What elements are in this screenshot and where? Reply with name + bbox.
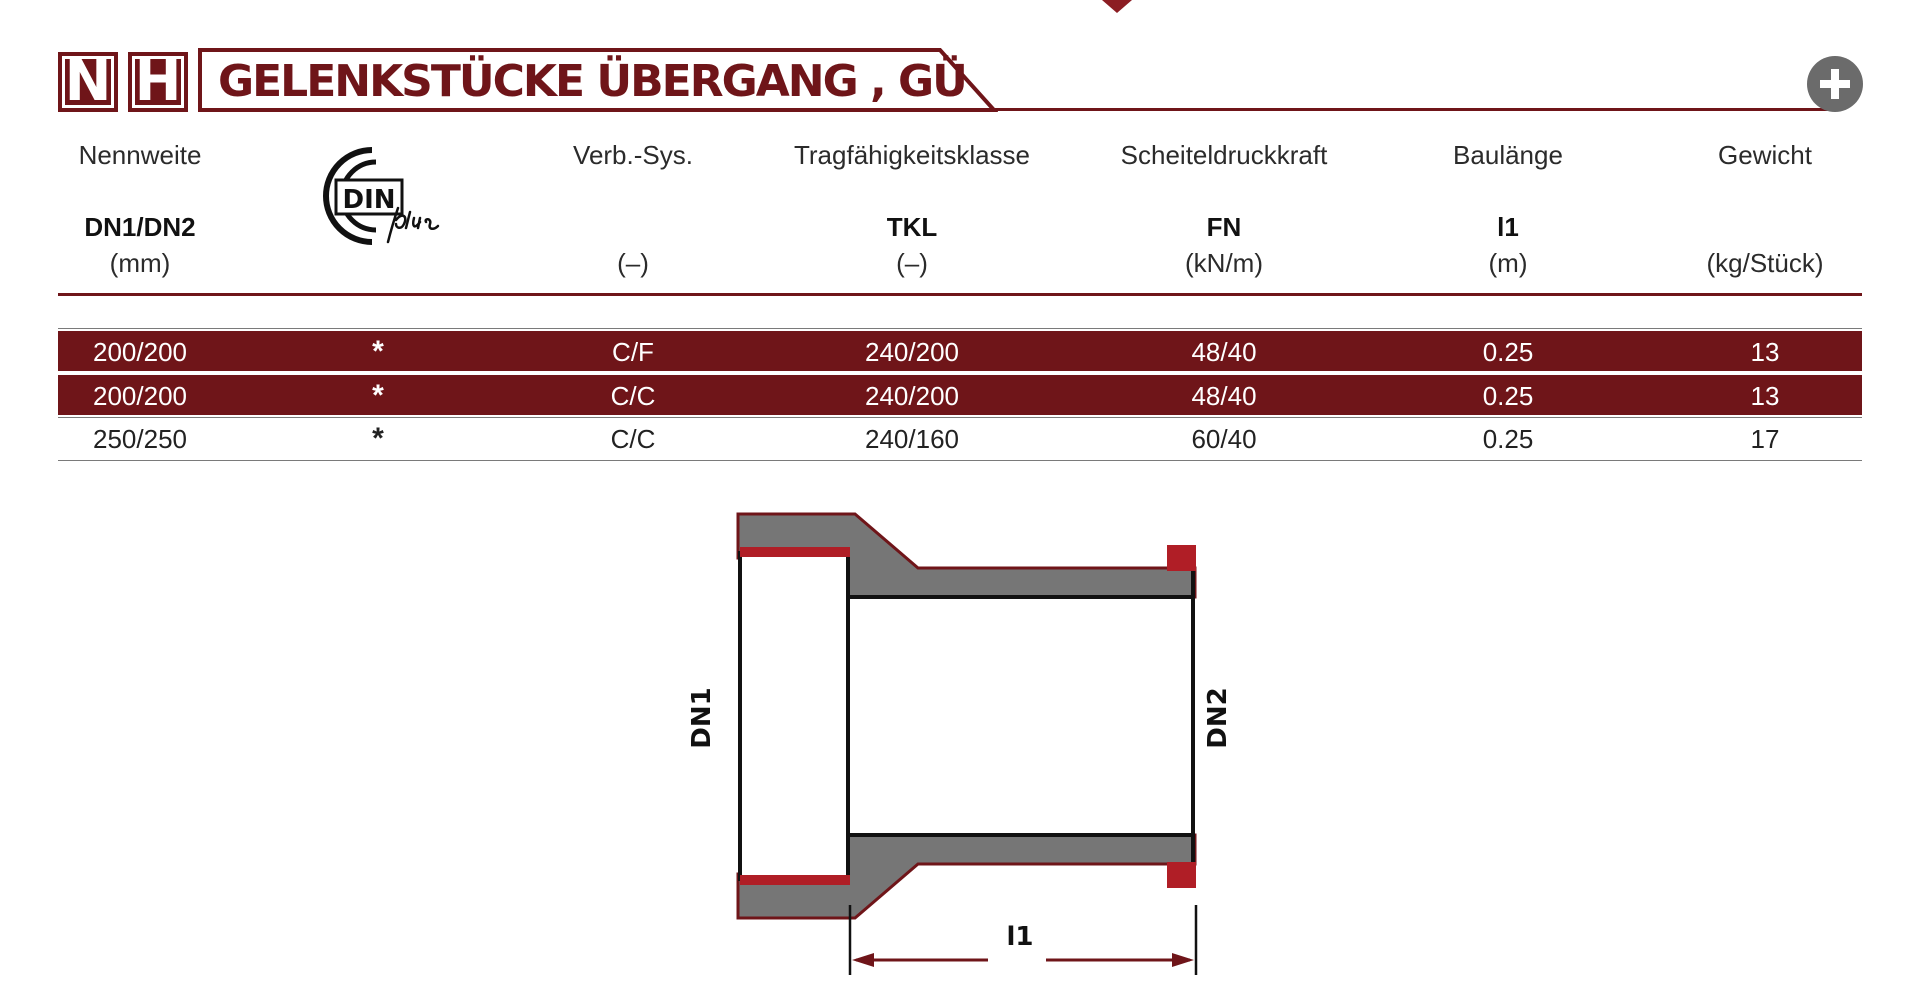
- cell-tkl: 240/200: [865, 337, 959, 367]
- col-header-gewicht: Gewicht: [1718, 140, 1812, 170]
- label-dn1: DN1: [687, 687, 717, 749]
- label-l1: l1: [1006, 922, 1034, 952]
- col-header-verb-sys: Verb.-Sys.: [573, 140, 693, 170]
- cell-tkl: 240/200: [865, 381, 959, 411]
- col-unit-m: (m): [1488, 248, 1528, 278]
- col-header-tkl: Tragfähigkeitsklasse: [793, 140, 1031, 170]
- col-unit-mm: (mm): [109, 248, 171, 278]
- col-header-nennweite: Nennweite: [78, 140, 202, 170]
- col-unit-verb: (–): [617, 248, 649, 278]
- cell-dn: 250/250: [93, 424, 187, 454]
- cell-gewicht: 13: [1750, 381, 1780, 411]
- cell-din: *: [372, 379, 384, 412]
- col-symbol-dn: DN1/DN2: [84, 212, 196, 242]
- seal-bottom: [740, 875, 850, 885]
- col-symbol-tkl: TKL: [886, 212, 938, 242]
- col-header-baulaenge: Baulänge: [1453, 140, 1563, 170]
- col-symbol-l1: l1: [1497, 212, 1519, 242]
- cell-gewicht: 13: [1750, 337, 1780, 367]
- cell-gewicht: 17: [1750, 424, 1780, 454]
- cell-fn: 48/40: [1191, 381, 1257, 411]
- cell-verb: C/C: [610, 381, 656, 411]
- cell-dn: 200/200: [93, 381, 187, 411]
- cell-fn: 48/40: [1191, 337, 1257, 367]
- col-symbol-fn: FN: [1206, 212, 1242, 242]
- cell-l1: 0.25: [1482, 337, 1534, 367]
- col-unit-fn: (kN/m): [1185, 248, 1263, 278]
- label-dn2: DN2: [1203, 687, 1233, 749]
- col-header-fn: Scheiteldruckkraft: [1120, 140, 1328, 170]
- cell-fn: 60/40: [1191, 424, 1257, 454]
- socket-bore: [740, 553, 848, 879]
- spigot-seal-bottom: [1167, 862, 1196, 888]
- cell-tkl: 240/160: [865, 424, 959, 454]
- spigot-seal-top: [1167, 545, 1196, 571]
- logo-letter-h: H: [128, 52, 188, 112]
- logo-letter-n: N: [58, 52, 118, 112]
- seal-top: [740, 547, 850, 557]
- cell-din: *: [372, 422, 384, 455]
- col-unit-tkl: (–): [896, 248, 928, 278]
- col-unit-kg: (kg/Stück): [1706, 248, 1824, 278]
- svg-text:DIN: DIN: [342, 185, 396, 215]
- cell-dn: 200/200: [93, 337, 187, 367]
- page-title: GELENKSTÜCKE ÜBERGANG , GÜ: [218, 56, 966, 107]
- cell-l1: 0.25: [1482, 424, 1534, 454]
- cell-l1: 0.25: [1482, 381, 1534, 411]
- cell-verb: C/C: [610, 424, 656, 454]
- cell-din: *: [372, 335, 384, 368]
- cell-verb: C/F: [612, 337, 654, 367]
